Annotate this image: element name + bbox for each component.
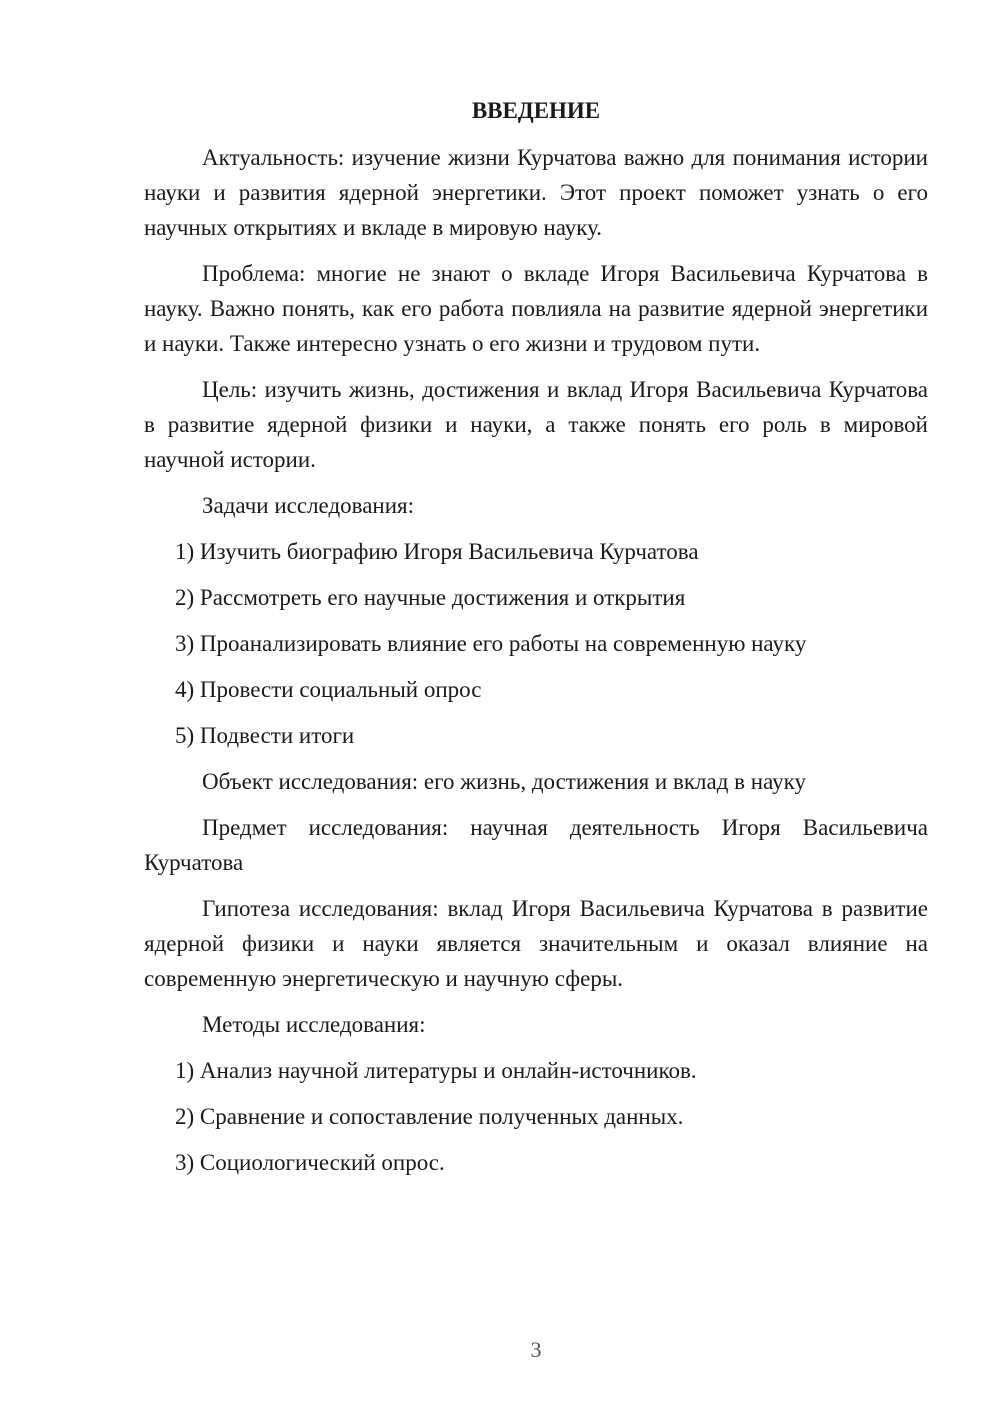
subject-paragraph: Предмет исследования: научная деятельность Игоря Васильевича Курчатова [144, 815, 928, 875]
task-item: 1) Изучить биографию Игоря Васильевича Курчатова [175, 539, 699, 564]
task-item: 3) Проанализировать влияние его работы на современную науку [175, 631, 807, 656]
relevance-paragraph: Актуальность: изучение жизни Курчатова важно для понимания истории науки и развития ядерной энергетики. Этот проект поможет узнать о его научных открытиях и вкладе в мировую науку. [144, 145, 928, 240]
methods-heading: Методы исследования: [202, 1012, 426, 1037]
goal-paragraph: Цель: изучить жизнь, достижения и вклад Игоря Васильевича Курчатова в развитие ядерной физики и науки, а также понять его роль в мировой научной истории. [144, 377, 928, 472]
page-title: ВВЕДЕНИЕ [471, 98, 601, 123]
task-item: 2) Рассмотреть его научные достижения и открытия [175, 585, 686, 610]
hypothesis-paragraph: Гипотеза исследования: вклад Игоря Васильевича Курчатова в развитие ядерной физики и науки является значительным и оказал влияние на современную энергетическую и научную сферы. [144, 896, 928, 991]
task-item: 4) Провести социальный опрос [175, 677, 482, 702]
method-item: 1) Анализ научной литературы и онлайн-источников. [175, 1058, 697, 1083]
tasks-heading: Задачи исследования: [202, 493, 415, 518]
problem-paragraph: Проблема: многие не знают о вкладе Игоря Васильевича Курчатова в науку. Важно понять, как его работа повлияла на развитие ядерной энергетики и науки. Также интересно узнать о его жизни и трудовом пути. [144, 261, 928, 356]
object-paragraph: Объект исследования: его жизнь, достижения и вклад в науку [202, 769, 806, 794]
method-item: 3) Социологический опрос. [175, 1150, 445, 1175]
method-item: 2) Сравнение и сопоставление полученных данных. [175, 1104, 684, 1129]
task-item: 5) Подвести итоги [175, 723, 355, 748]
page-number: 3 [530, 1337, 542, 1362]
document-body [144, 140, 928, 1191]
